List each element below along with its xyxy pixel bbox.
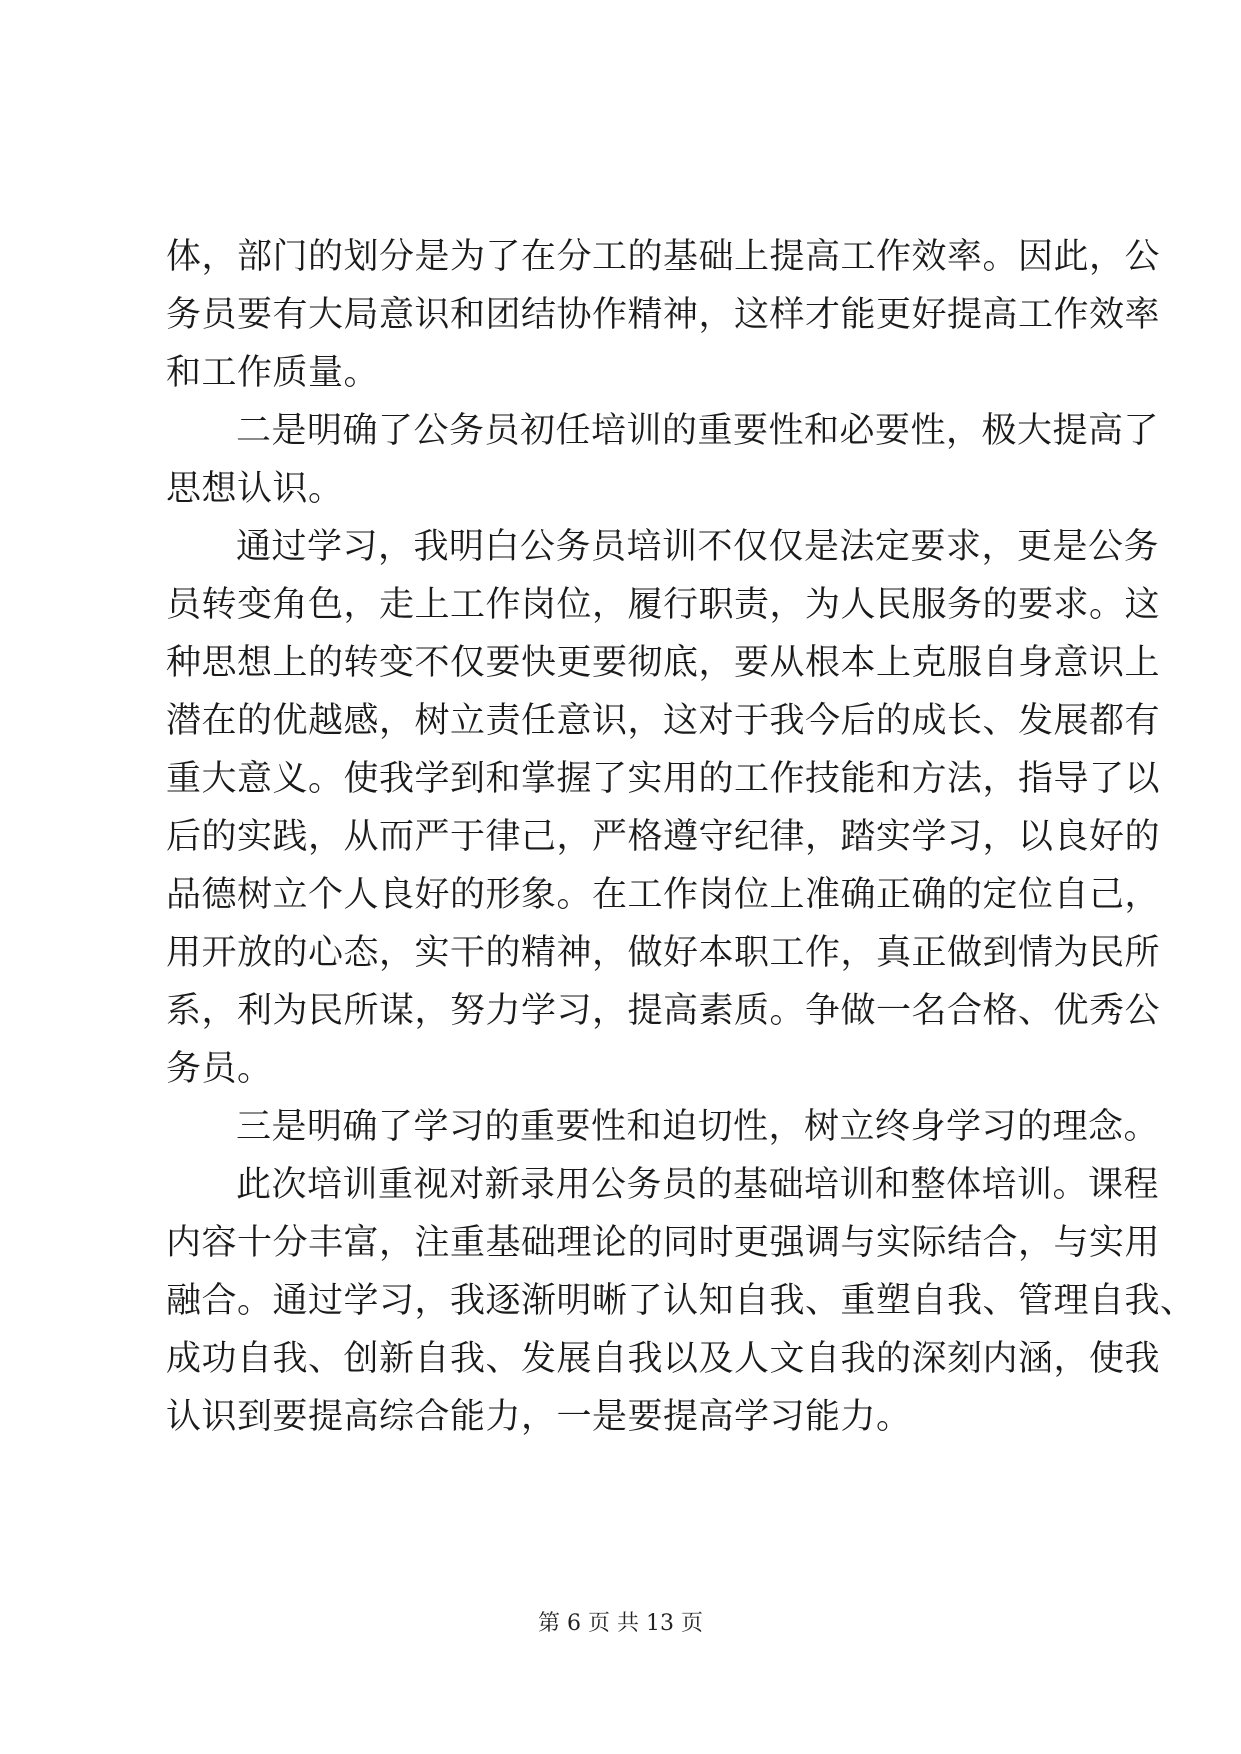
- text-line: 后的实践，从而严于律己，严格遵守纪律，踏实学习，以良好的: [166, 817, 1161, 857]
- text-line: 务员。: [166, 1049, 273, 1089]
- text-line: 此次培训重视对新录用公务员的基础培训和整体培训。课程: [236, 1165, 1160, 1205]
- text-line: 通过学习，我明白公务员培训不仅仅是法定要求，更是公务: [236, 527, 1160, 567]
- text-line: 二是明确了公务员初任培训的重要性和必要性，极大提高了: [236, 411, 1160, 451]
- document-body: [166, 228, 1196, 1446]
- text-line: 用开放的心态，实干的精神，做好本职工作，真正做到情为民所: [166, 933, 1161, 973]
- text-line: 员转变角色，走上工作岗位，履行职责，为人民服务的要求。这: [166, 585, 1161, 625]
- text-line: 思想认识。: [166, 469, 344, 509]
- text-line: 种思想上的转变不仅要快更要彻底，要从根本上克服自身意识上: [166, 643, 1161, 683]
- text-line: 系，利为民所谋，努力学习，提高素质。争做一名合格、优秀公: [166, 991, 1161, 1031]
- text-line: 品德树立个人良好的形象。在工作岗位上准确正确的定位自己，: [166, 875, 1161, 915]
- text-line: 重大意义。使我学到和掌握了实用的工作技能和方法，指导了以: [166, 759, 1161, 799]
- page-footer: 第 6 页 共 13 页: [538, 1611, 703, 1636]
- text-line: 融合。通过学习，我逐渐明晰了认知自我、重塑自我、管理自我、: [166, 1281, 1196, 1321]
- text-line: 成功自我、创新自我、发展自我以及人文自我的深刻内涵，使我: [166, 1339, 1161, 1379]
- text-line: 体，部门的划分是为了在分工的基础上提高工作效率。因此，公: [166, 237, 1161, 277]
- text-line: 三是明确了学习的重要性和迫切性，树立终身学习的理念。: [236, 1107, 1160, 1147]
- text-line: 潜在的优越感，树立责任意识，这对于我今后的成长、发展都有: [166, 701, 1161, 741]
- text-line: 认识到要提高综合能力，一是要提高学习能力。: [166, 1397, 912, 1437]
- text-line: 务员要有大局意识和团结协作精神，这样才能更好提高工作效率: [166, 295, 1161, 335]
- text-line: 和工作质量。: [166, 353, 380, 393]
- text-line: 内容十分丰富，注重基础理论的同时更强调与实际结合，与实用: [166, 1223, 1161, 1263]
